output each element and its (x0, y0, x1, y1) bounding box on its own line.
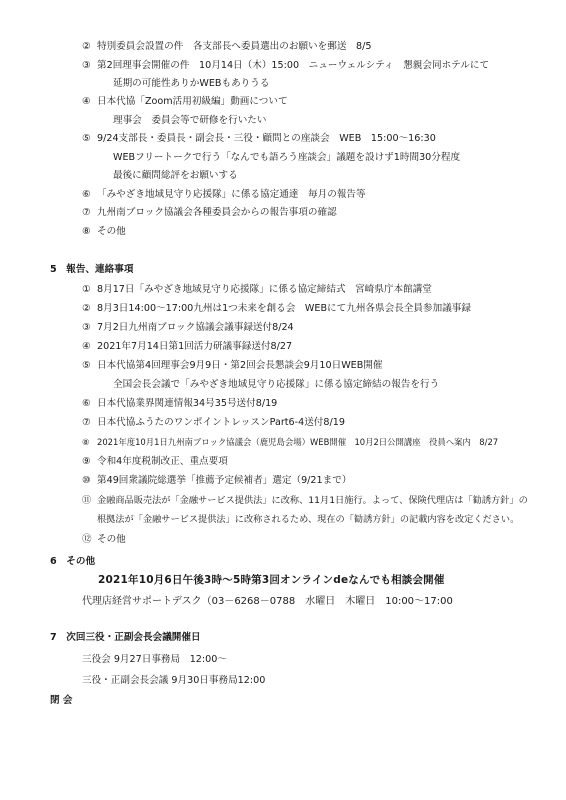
item-text: 2021年度10月1日九州南ブロック協議会（鹿児島会場）WEB開催 10月2日公開講座 役員へ案内 8/27 (97, 437, 499, 447)
item-number: ⑧ (82, 437, 90, 447)
report-item (82, 397, 277, 410)
item-text: 日本代協第4回理事会9月9日・第2回会長懇談会9月10日WEB開催 (97, 360, 383, 371)
item-number: ④ (82, 96, 91, 107)
item-number: ② (82, 303, 91, 314)
item-text: 7月2日九州南ブロック協議会議事録送付8/24 (97, 322, 294, 333)
item-text: その他 (97, 534, 126, 545)
item-text: 2021年7月14日第1回活力研議事録送付8/27 (97, 341, 293, 352)
item-number: ② (82, 41, 91, 52)
meeting-date: 三役・正副会長会議 9月30日事務局12:00 (82, 675, 266, 686)
item-number: ③ (82, 60, 91, 71)
agenda-item (82, 188, 366, 201)
section-heading: 7 次回三役・正副会長会議開催日 (50, 632, 201, 643)
item-number: ⑤ (82, 360, 91, 371)
agenda-item (82, 95, 288, 108)
item-text: 「みやざき地域見守り応援隊」に係る協定通達 毎月の報告等 (97, 189, 366, 200)
consultation-announcement: 2021年10月6日午後3時～5時第3回オンラインdeなんでも相談会開催 (98, 574, 445, 586)
item-text: 特別委員会設置の件 各支部長へ委員選出のお願いを郵送 8/5 (97, 41, 372, 52)
item-text: 8月3日14:00～17:00九州は1つ未来を創る会 WEBにて九州各県会長全員参加議事録 (97, 303, 471, 314)
agenda-item (82, 59, 489, 72)
item-number: ③ (82, 322, 91, 333)
agenda-item (82, 132, 436, 145)
report-item (82, 416, 345, 429)
agenda-item-continuation: WEBフリートークで行う「なんでも語ろう座談会」議題を設けず1時間30分程度 (113, 152, 461, 163)
report-item (82, 302, 471, 315)
report-item-continuation: 全国会長会議で「みやざき地域見守り応援隊」に係る協定締結の報告を行う (113, 379, 440, 390)
agenda-item-continuation: 理事会 委員会等で研修を行いたい (113, 115, 267, 126)
item-text: 日本代協「Zoom活用初級編」動画について (97, 96, 288, 107)
agenda-item-continuation: 最後に顧問総評をお願いする (113, 170, 238, 181)
item-text: 九州南ブロック協議会各種委員会からの報告事項の確認 (97, 207, 337, 218)
report-item (82, 321, 294, 334)
item-text: 令和4年度税制改正、重点要項 (97, 456, 228, 467)
item-number: ⑩ (82, 475, 91, 486)
item-text: 日本代協ふうたのワンポイントレッスンPart6-4送付8/19 (97, 417, 345, 428)
item-number: ⑤ (82, 133, 91, 144)
report-item (82, 283, 432, 296)
item-text: 金融商品販売法が「金融サービス提供法」に改称、11月1日施行。よって、保険代理店は「勧誘方針」の (97, 495, 528, 506)
report-item (82, 340, 292, 353)
report-item (82, 474, 351, 487)
item-number: ① (82, 284, 91, 295)
section-heading: 6 その他 (50, 556, 96, 567)
item-text: その他 (97, 226, 126, 237)
agenda-item-continuation: 延期の可能性ありかWEBもありうる (113, 78, 270, 89)
item-number: ⑨ (82, 456, 91, 467)
closing-remark: 閉 会 (50, 695, 73, 706)
item-number: ⑥ (82, 189, 91, 200)
item-number: ④ (82, 341, 91, 352)
report-item (82, 494, 528, 507)
agenda-item (82, 225, 126, 238)
item-number: ⑧ (82, 226, 91, 237)
meeting-date: 三役会 9月27日事務局 12:00～ (82, 654, 227, 665)
support-desk-info: 代理店経営サポートデスク（03－6268－0788 水曜日 木曜日 10:00～17:00 (82, 596, 453, 607)
report-item (82, 455, 228, 468)
agenda-item (82, 40, 371, 53)
section-heading: 5 報告、連絡事項 (50, 264, 134, 275)
item-text: 第49回衆議院総選挙「推薦予定候補者」選定（9/21まで） (97, 475, 352, 486)
item-text: 日本代協業界関連情報34号35号送付8/19 (97, 398, 278, 409)
item-number: ⑦ (82, 207, 91, 218)
item-number: ⑥ (82, 398, 91, 409)
item-number: ⑫ (82, 534, 92, 545)
agenda-item (82, 206, 337, 219)
item-text: 8月17日「みやざき地域見守り応援隊」に係る協定締結式 宮崎県庁本館講堂 (97, 284, 432, 295)
item-text: 9/24支部長・委員長・副会長・三役・顧問との座談会 WEB 15:00～16:30 (97, 133, 436, 144)
report-item-continuation: 根拠法が「金融サービス提供法」に改称されるため、現在の「勧誘方針」の記載内容を改定ください。 (97, 514, 520, 525)
item-text: 第2回理事会開催の件 10月14日（木）15:00 ニューウェルシティ 懇親会同ホテルにて (97, 60, 490, 71)
report-item (82, 533, 126, 546)
report-item (82, 359, 383, 372)
item-number: ⑪ (82, 495, 92, 506)
report-item (82, 436, 498, 449)
item-number: ⑦ (82, 417, 91, 428)
